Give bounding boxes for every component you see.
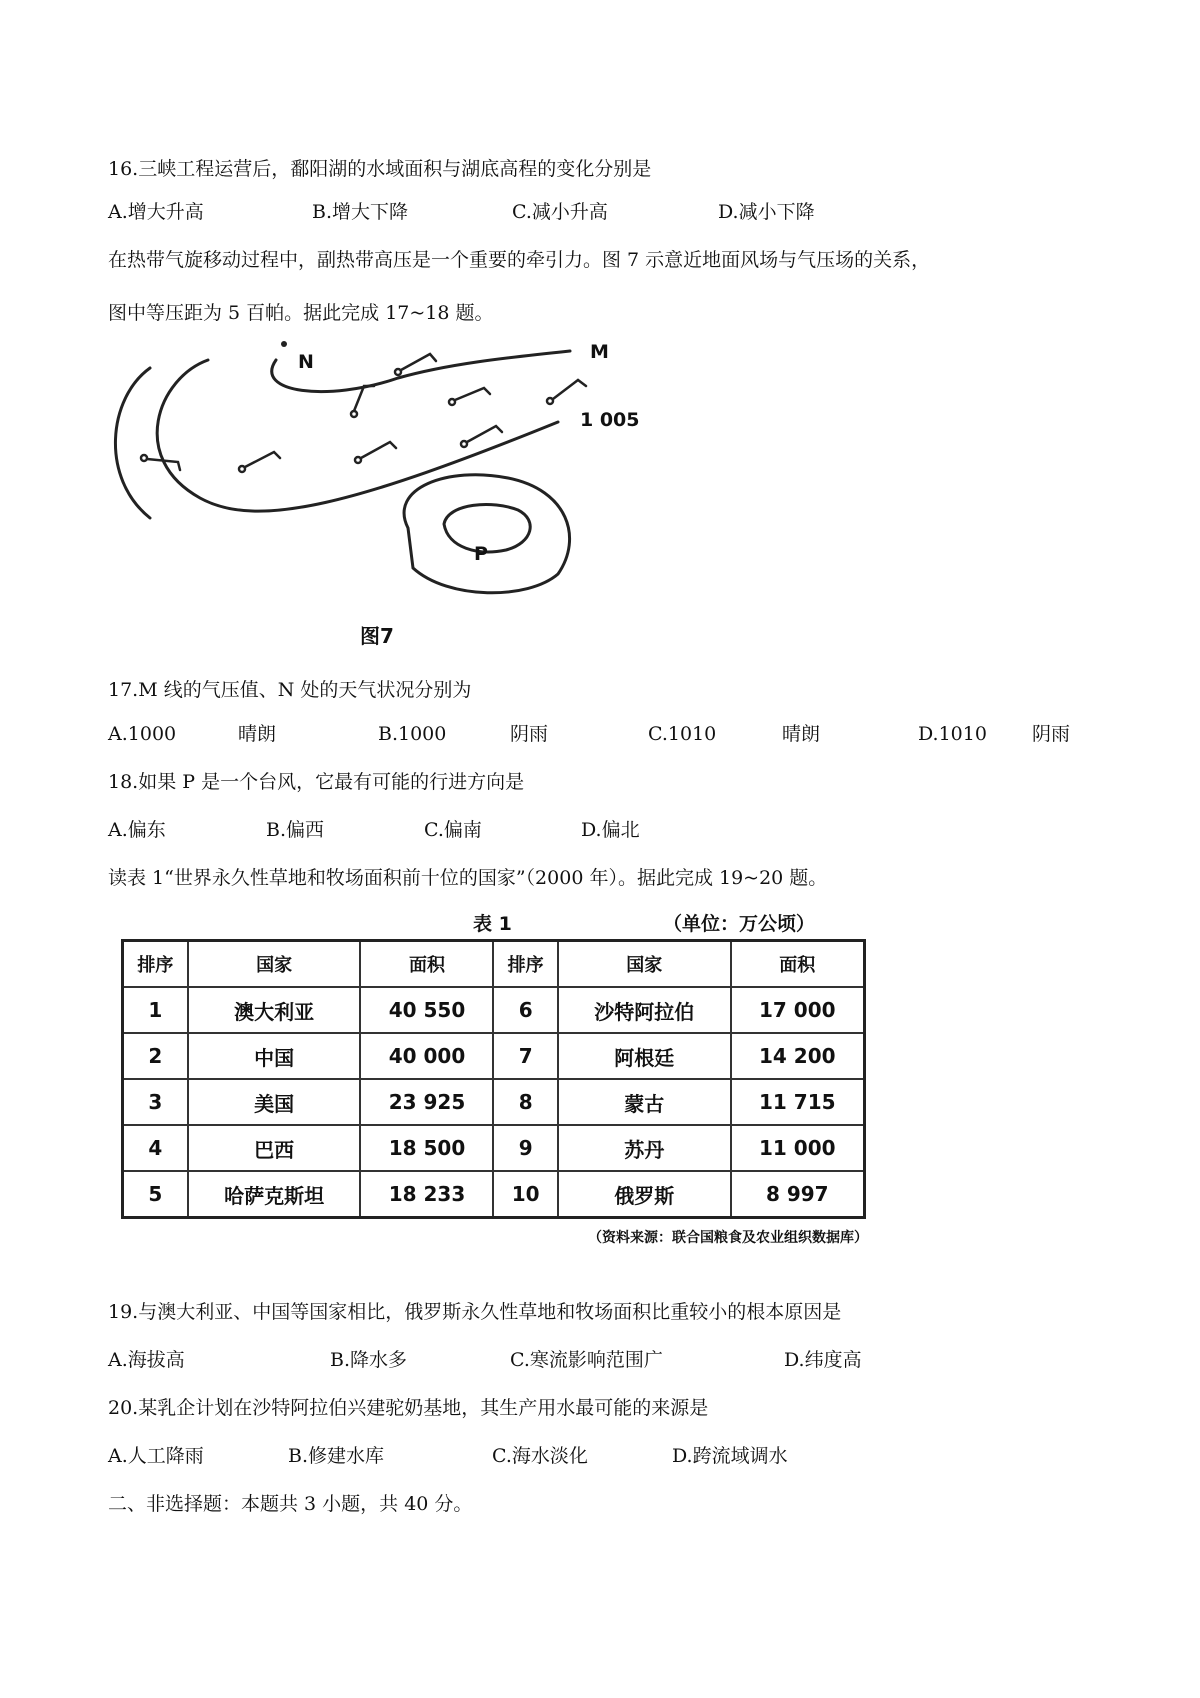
cell-country: 哈萨克斯坦 [188, 1171, 361, 1218]
table-1-block [108, 905, 868, 1247]
cell-country: 美国 [188, 1079, 361, 1125]
header-country-2: 国家 [558, 941, 731, 988]
q18-option-b: B.偏西 [266, 819, 325, 841]
cell-country: 蒙古 [558, 1079, 731, 1125]
q16-option-c: C.减小升高 [512, 201, 608, 223]
cell-country: 沙特阿拉伯 [558, 987, 731, 1033]
q17-option-b: B.1000 [378, 723, 447, 745]
header-rank-2: 排序 [493, 941, 557, 988]
cell-area: 40 000 [360, 1033, 493, 1079]
q18-option-c: C.偏南 [424, 819, 482, 841]
table-1-title: 表 1 [473, 913, 512, 935]
cell-area: 11 000 [731, 1125, 865, 1171]
cell-country: 巴西 [188, 1125, 361, 1171]
cell-country: 中国 [188, 1033, 361, 1079]
table-1-unit: （单位：万公顷） [663, 913, 816, 935]
q19-option-a: A.海拔高 [108, 1349, 185, 1371]
figure-7-label-n: N [298, 351, 314, 373]
cell-rank: 1 [123, 987, 188, 1033]
q19-stem: 19.与澳大利亚、中国等国家相比，俄罗斯永久性草地和牧场面积比重较小的根本原因是 [108, 1301, 842, 1323]
cell-rank: 5 [123, 1171, 188, 1218]
cell-area: 18 500 [360, 1125, 493, 1171]
isobar-outer-left [115, 368, 150, 518]
q20-stem: 20.某乳企计划在沙特阿拉伯兴建驼奶基地，其生产用水最可能的来源是 [108, 1397, 709, 1419]
table-row [123, 1033, 865, 1079]
header-area-1: 面积 [360, 941, 493, 988]
q19-option-b: B.降水多 [330, 1349, 408, 1371]
q19-option-d: D.纬度高 [784, 1349, 862, 1371]
q17-option-c: C.1010 [648, 723, 717, 745]
q17-option-b-weather: 阴雨 [510, 723, 549, 745]
intro-17-18-line1: 在热带气旋移动过程中，副热带高压是一个重要的牵引力。图 7 示意近地面风场与气压场的关系， [108, 249, 931, 271]
q18-option-a: A.偏东 [108, 819, 166, 841]
q17-option-d-weather: 阴雨 [1032, 723, 1071, 745]
q17-stem: 17.M 线的气压值、N 处的天气状况分别为 [108, 679, 472, 701]
wind-barbs [141, 354, 586, 472]
q18-stem: 18.如果 P 是一个台风，它最有可能的行进方向是 [108, 771, 525, 793]
q19-option-c: C.寒流影响范围广 [510, 1349, 663, 1371]
q16-option-d: D.减小下降 [718, 201, 815, 223]
q20-option-b: B.修建水库 [288, 1445, 385, 1467]
q17-option-a-weather: 晴朗 [238, 723, 277, 745]
cell-country: 俄罗斯 [558, 1171, 731, 1218]
q20-option-c: C.海水淡化 [492, 1445, 588, 1467]
cell-rank: 6 [493, 987, 557, 1033]
header-rank-1: 排序 [123, 941, 188, 988]
q16-stem: 16.三峡工程运营后，鄱阳湖的水域面积与湖底高程的变化分别是 [108, 158, 652, 180]
figure-7-label-m: M [590, 341, 609, 363]
cell-rank: 7 [493, 1033, 557, 1079]
table-header-row [123, 941, 865, 988]
figure-7-caption: 图7 [360, 624, 394, 648]
cell-country: 阿根廷 [558, 1033, 731, 1079]
cell-rank: 2 [123, 1033, 188, 1079]
figure-7-label-1005: 1 005 [580, 409, 640, 431]
table-row [123, 1125, 865, 1171]
header-country-1: 国家 [188, 941, 361, 988]
figure-7-pressure-map [108, 338, 668, 658]
table-row [123, 987, 865, 1033]
cell-rank: 10 [493, 1171, 557, 1218]
cell-area: 18 233 [360, 1171, 493, 1218]
cell-country: 澳大利亚 [188, 987, 361, 1033]
q20-option-d: D.跨流域调水 [672, 1445, 788, 1467]
q20-option-a: A.人工降雨 [108, 1445, 204, 1467]
cell-area: 11 715 [731, 1079, 865, 1125]
table-1 [121, 939, 866, 1219]
cell-rank: 3 [123, 1079, 188, 1125]
section-2-heading: 二、非选择题：本题共 3 小题，共 40 分。 [108, 1493, 473, 1515]
cell-rank: 9 [493, 1125, 557, 1171]
q18-option-d: D.偏北 [581, 819, 640, 841]
header-area-2: 面积 [731, 941, 865, 988]
q17-option-c-weather: 晴朗 [782, 723, 821, 745]
cell-area: 40 550 [360, 987, 493, 1033]
intro-19-20: 读表 1“世界永久性草地和牧场面积前十位的国家”（2000 年）。据此完成 19~20 题。 [108, 867, 828, 889]
cell-rank: 4 [123, 1125, 188, 1171]
cell-area: 14 200 [731, 1033, 865, 1079]
table-row [123, 1171, 865, 1218]
cell-area: 8 997 [731, 1171, 865, 1218]
cell-rank: 8 [493, 1079, 557, 1125]
isobar-m [272, 351, 570, 392]
figure-7-label-p: P [474, 543, 488, 565]
table-1-source: （资料来源：联合国粮食及农业组织数据库） [588, 1230, 868, 1246]
q16-option-a: A.增大升高 [108, 201, 204, 223]
q17-option-a: A.1000 [108, 723, 177, 745]
intro-17-18-line2: 图中等压距为 5 百帕。据此完成 17~18 题。 [108, 302, 494, 324]
cell-country: 苏丹 [558, 1125, 731, 1171]
cell-area: 23 925 [360, 1079, 493, 1125]
q17-option-d: D.1010 [918, 723, 987, 745]
isobar-1005 [157, 360, 558, 511]
cell-area: 17 000 [731, 987, 865, 1033]
isobar-p-outer [404, 475, 569, 593]
q16-option-b: B.增大下降 [312, 201, 409, 223]
table-row [123, 1079, 865, 1125]
